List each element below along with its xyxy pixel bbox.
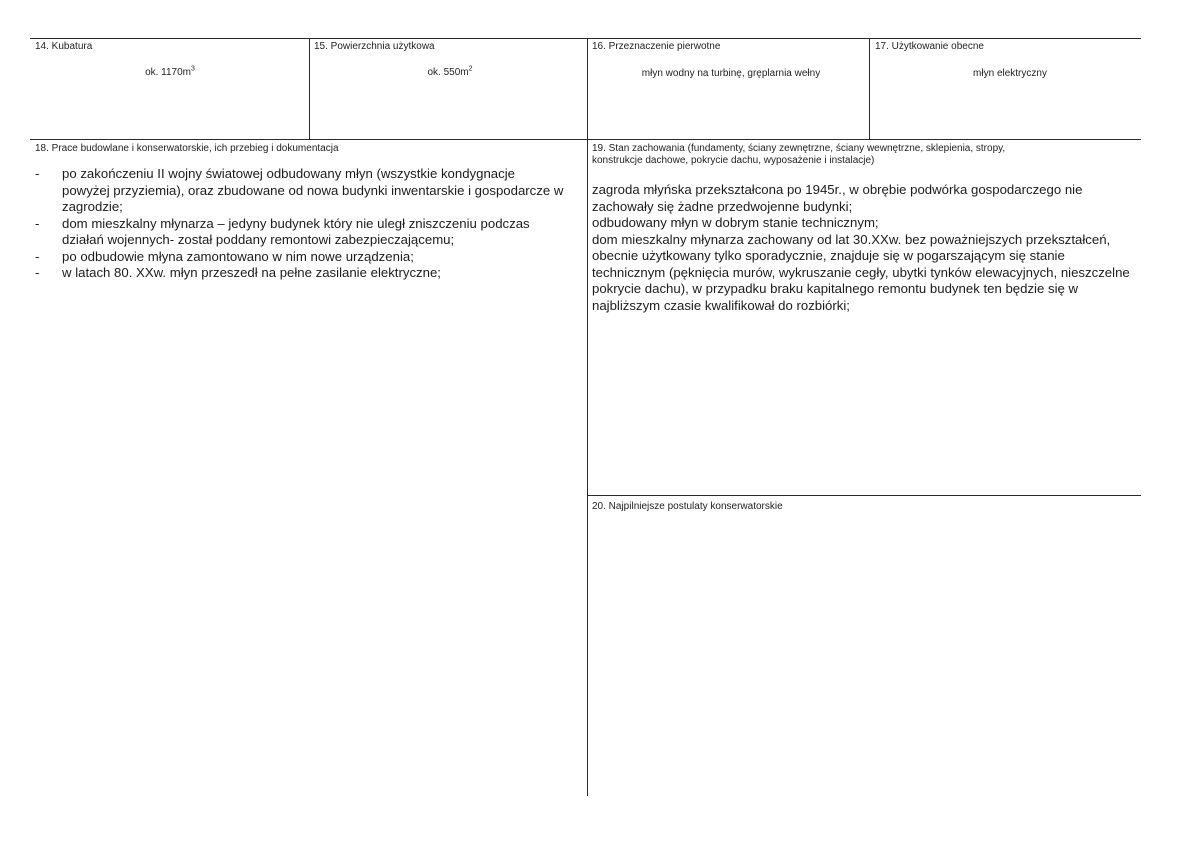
top-border xyxy=(30,38,1141,39)
field-18-content xyxy=(35,166,565,282)
field-17-label: 17. Użytkowanie obecne xyxy=(875,41,984,52)
field-14-value xyxy=(120,67,220,79)
row-divider xyxy=(30,139,1141,140)
list-item: - po odbudowie młyna zamontowano w nim nowe urządzenia; xyxy=(35,249,565,266)
field-19-content xyxy=(592,182,1132,314)
field-19-label-line1: 19. Stan zachowania (fundamenty, ściany zewnętrzne, ściany wewnętrzne, sklepienia, stropy, xyxy=(592,143,1006,154)
col-divider-14-15 xyxy=(309,38,310,139)
field-16-value: młyn wodny na turbinę, gręplarnia wełny xyxy=(641,68,821,79)
list-item: - dom mieszkalny młynarza – jedyny budynek który nie uległ zniszczeniu podczas działań wojennych- został poddany remontowi zabezpieczającemu; xyxy=(35,216,565,249)
field-15-value xyxy=(400,67,500,79)
field-16-label: 16. Przeznaczenie pierwotne xyxy=(592,41,721,52)
field-14-value-sup: 3 xyxy=(191,65,195,73)
field-14-label: 14. Kubatura xyxy=(35,41,93,52)
field-18-label: 18. Prace budowlane i konserwatorskie, ich przebieg i dokumentacja xyxy=(35,143,339,154)
field-20-label: 20. Najpilniejsze postulaty konserwatorskie xyxy=(592,501,783,512)
field-17-value: młyn elektryczny xyxy=(973,68,1047,79)
field-14-value-text: ok. 1170m xyxy=(145,67,192,78)
col-divider-16-17 xyxy=(869,38,870,139)
field-15-label: 15. Powierzchnia użytkowa xyxy=(314,41,435,52)
list-item: - w latach 80. XXw. młyn przeszedł na pełne zasilanie elektryczne; xyxy=(35,265,565,282)
list-item: - po zakończeniu II wojny światowej odbudowany młyn (wszystkie kondygnacje powyżej przyziemia), oraz zbudowane od nowa budynki inwentarskie i gospodarcze w zagrodzie; xyxy=(35,166,565,216)
field-18-list xyxy=(35,166,565,282)
paragraph: zagroda młyńska przekształcona po 1945r., w obrębie podwórka gospodarczego nie zachowały się żadne przedwojenne budynki; xyxy=(592,182,1083,214)
field-15-value-text: ok. 550m xyxy=(427,67,469,78)
field-19-label-line2: konstrukcje dachowe, pokrycie dachu, wyposażenie i instalacje) xyxy=(592,155,875,166)
paragraph: odbudowany młyn w dobrym stanie technicznym; xyxy=(592,215,879,230)
field-15-value-sup: 2 xyxy=(468,65,473,73)
col-divider-main xyxy=(587,38,588,796)
paragraph: dom mieszkalny młynarza zachowany od lat 30.XXw. bez poważniejszych przekształceń, obecnie użytkowany tylko sporadycznie, znajduje się w pogarszającym się stanie technicznym (pęknięcia murów, wykruszanie cegły, ubytki tynków elewacyjnych, nieszczelne pokrycie dachu), w przypadku braku kapitalnego remontu budynek ten będzie się w najbliższym czasie kwalifikował do rozbiórki; xyxy=(592,231,1130,313)
section-19-20-divider xyxy=(587,495,1141,496)
